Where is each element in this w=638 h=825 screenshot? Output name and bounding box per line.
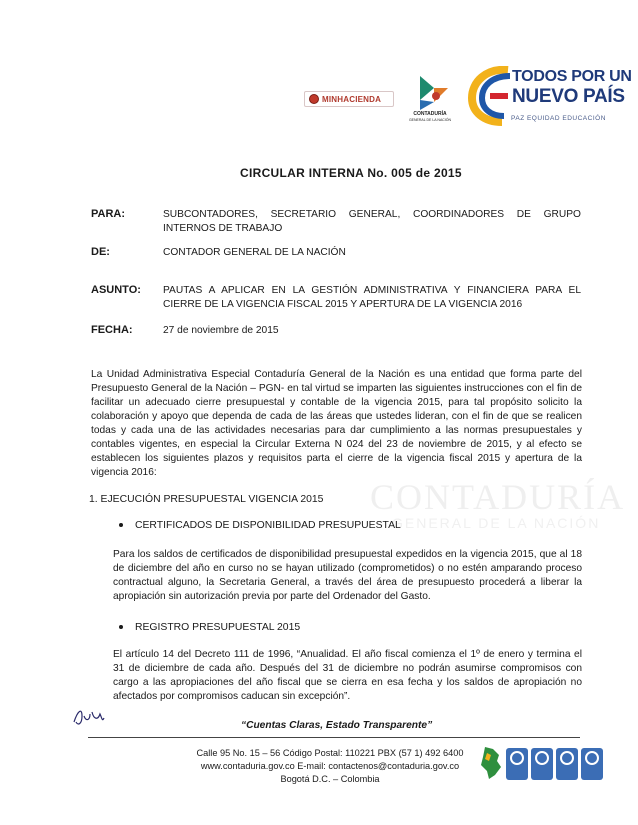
contaduria-logo-text: CONTADURÍA bbox=[413, 111, 447, 117]
bullet-cdp-label: CERTIFICADOS DE DISPONIBILIDAD PRESUPUESTAL bbox=[135, 520, 401, 531]
watermark-line2: GENERAL DE LA NACIÓN bbox=[392, 515, 601, 531]
footer-address: Calle 95 No. 15 – 56 Código Postal: 110221 PBX (57 1) 492 6400 bbox=[196, 748, 464, 758]
tpun-line3: PAZ EQUIDAD EDUCACIÓN bbox=[511, 115, 606, 122]
colombia-map-icon bbox=[477, 745, 505, 781]
para-label: PARA: bbox=[91, 208, 126, 220]
bullet-cdp-paragraph: Para los saldos de certificados de disponibilidad presupuestal expedidos en la vigencia 2015, que al 18 de diciembre del año en curso no se hayan utilizado (comprometidos) o no estén amparando proceso contractual alguno, la Secretaria General, a través del área de presupuesto procederá a liberar la apropiación sin autorización previa por parte del Ordenador del Gasto. bbox=[113, 549, 582, 602]
asunto-label: ASUNTO: bbox=[91, 284, 141, 296]
certification-badge-icon bbox=[581, 748, 603, 780]
asunto-value: PAUTAS A APLICAR EN LA GESTIÓN ADMINISTRATIVA Y FINANCIERA PARA EL CIERRE DE LA VIGENCIA FISCAL 2015 Y APERTURA DE LA VIGENCIA 2016 bbox=[163, 285, 581, 310]
footer-city: Bogotá D.C. – Colombia bbox=[280, 774, 380, 784]
section1-heading: 1. EJECUCIÓN PRESUPUESTAL VIGENCIA 2015 bbox=[89, 494, 324, 505]
minhacienda-logo bbox=[304, 91, 394, 107]
bullet-dot-icon bbox=[119, 625, 123, 629]
footer-motto: “Cuentas Claras, Estado Transparente” bbox=[241, 720, 433, 731]
para-value: SUBCONTADORES, SECRETARIO GENERAL, COORDINADORES DE GRUPO INTERNOS DE TRABAJO bbox=[163, 209, 581, 234]
de-label: DE: bbox=[91, 246, 110, 258]
footer-divider bbox=[88, 737, 580, 738]
certification-badge-icon bbox=[506, 748, 528, 780]
circular-title: CIRCULAR INTERNA No. 005 de 2015 bbox=[240, 166, 462, 180]
todos-por-un-nuevo-pais-logo-icon bbox=[468, 66, 514, 126]
tpun-line1: TODOS POR UN bbox=[512, 68, 632, 85]
footer-web: www.contaduria.gov.co E-mail: contactenos@contaduria.gov.co bbox=[200, 761, 460, 771]
bullet-rp-paragraph: El artículo 14 del Decreto 111 de 1996, “Anualidad. El año fiscal comienza el 1º de enero y termina el 31 de diciembre de cada año. Después del 31 de diciembre no podrán asumirse compromisos con cargo a las apropiaciones del año fiscal que se cierra en esa fecha y los saldos de apropiación no afectados por compromisos caducan sin excepción”. bbox=[113, 649, 582, 702]
contaduria-logo-subtext: GENERAL DE LA NACIÓN bbox=[408, 118, 452, 122]
de-value: CONTADOR GENERAL DE LA NACIÓN bbox=[163, 247, 346, 258]
bullet-rp bbox=[119, 622, 300, 633]
bullet-cdp bbox=[119, 520, 401, 531]
bullet-rp-label: REGISTRO PRESUPUESTAL 2015 bbox=[135, 622, 301, 633]
intro-paragraph: La Unidad Administrativa Especial Contaduría General de la Nación es una entidad que forma parte del Presupuesto General de la Nación – PGN- en tal virtud se imparten las siguientes instrucciones con el fin de facilitar un adecuado cierre presupuestal y contable de la vigencia 2015, para tal propósito solicito la colaboración y apoyo que dependa de cada de las áreas que ustedes lideran, con el fin de que se realicen todas y cada una de las actividades necesarias para dar cumplimiento a las normas presupuestales y contables vigentes, en especial la Circular Externa N 024 del 23 de noviembre de 2015, y al efecto se establecen los siguientes plazos y requisitos parta el cierre de la vigencia fiscal 2015 y apertura de la vigencia 2016: bbox=[91, 369, 582, 478]
contaduria-logo-caption bbox=[404, 111, 456, 123]
tpun-line2: NUEVO PAÍS bbox=[512, 86, 625, 107]
signature-initials bbox=[72, 706, 106, 728]
bullet-dot-icon bbox=[119, 523, 123, 527]
certification-badge-icon bbox=[556, 748, 578, 780]
fecha-value: 27 de noviembre de 2015 bbox=[163, 325, 279, 336]
fecha-label: FECHA: bbox=[91, 324, 133, 336]
colombia-seal-icon bbox=[309, 94, 319, 104]
watermark-line1: CONTADURÍA bbox=[370, 477, 626, 517]
certification-badge-icon bbox=[531, 748, 553, 780]
minhacienda-logo-text: MINHACIENDA bbox=[322, 94, 382, 104]
